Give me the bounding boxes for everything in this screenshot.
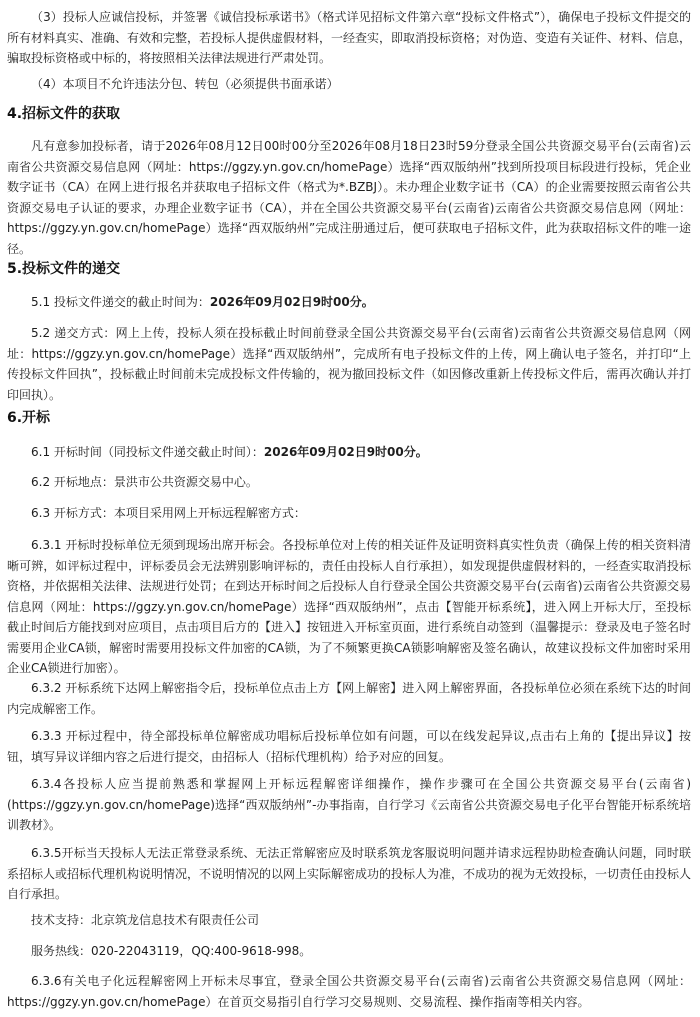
paragraph-text: 服务热线：020-22043119，QQ:400-9618-998。: [31, 944, 312, 958]
section-heading-4: 4.招标文件的获取: [7, 106, 121, 122]
section-heading-6: 6.开标: [7, 410, 51, 426]
paragraph-text: 6.3.6有关电子化远程解密网上开标未尽事宜，登录全国公共资源交易平台(云南省)云南省公共资源交易信息网（网址：https://ggzy.yn.gov.cn/homePage）在首页交易指引自行学习交易规则、交易流程、操作指南等相关内容。: [7, 974, 691, 1009]
paragraph-integrity: [7, 7, 691, 69]
paragraph-deadline: [7, 292, 691, 313]
paragraph-text: 6.3.2 开标系统下达网上解密指令后，投标单位点击上方【网上解密】进入网上解密界面，各投标单位必须在系统下达的时间内完成解密工作。: [7, 681, 691, 716]
paragraph-text: 技术支持：北京筑龙信息技术有限责任公司: [31, 913, 260, 927]
paragraph-6-3-4: [7, 774, 691, 836]
paragraph-text: 6.3 开标方式：本项目采用网上开标远程解密方式：: [31, 506, 306, 520]
paragraph-6-3-1: [7, 535, 691, 679]
deadline-label: 5.1 投标文件递交的截止时间为：: [31, 295, 210, 309]
paragraph-text: 6.2 开标地点：景洪市公共资源交易中心。: [31, 475, 258, 489]
paragraph-6-3-5: [7, 843, 691, 905]
paragraph-text: （3）投标人应诚信投标，并签署《诚信投标承诺书》（格式详见招标文件第六章“投标文件格式”），确保电子投标文件提交的所有材料真实、准确、有效和完整，若投标人提供虚假材料，一经查实，即取消投标资格；对伪造、变造有关证件、材料、信息，骗取投标资格或中标的，将按照相关法律法规进行严肃处罚。: [7, 10, 692, 65]
paragraph-tech-support: [7, 910, 691, 931]
paragraph-text: 6.3.5开标当天投标人无法正常登录系统、无法正常解密应及时联系筑龙客服说明问题并请求远程协助检查确认问题，同时联系招标人或招标代理机构说明情况，不说明情况的以网上实际解密成功的投标人为准，不成功的视为无效投标，一切责任由投标人自行承担。: [7, 846, 692, 901]
opening-time-value: 2026年09月02日9时00分。: [263, 445, 428, 459]
opening-time-label: 6.1 开标时间（同投标文件递交截止时间）：: [31, 445, 264, 459]
paragraph-6-3-3: [7, 726, 691, 767]
paragraph-text: 6.3.1 开标时投标单位无须到现场出席开标会。各投标单位对上传的相关证件及证明资料真实性负责（确保上传的相关资料清晰可辨，如评标过程中，评标委员会无法辨别影响评标的，责任由投标人自行承担），如发现提供虚假材料的，一经查实取消投标资格，并依据相关法律、法规进行处罚；在到达开标时间之后投标人自行登录全国公共资源交易平台(云南省)云南省公共资源交易信息网（网址：https://ggzy.yn.gov.cn/homePage）选择“西双版纳州”，点击【智能开标系统】，进入网上开标大厅，至投标截止时间后方能找到对应项目，点击项目后方的【进入】按钮进入开标室页面，进行系统自动签到（温馨提示：登录及电子签名时需要用企业CA锁，解密时需要用投标文件加密的CA锁，为了不频繁更换CA锁影响解密及签名确认，故建议投标文件加密时采用企业CA锁进行加密）。: [7, 538, 692, 675]
paragraph-text: 6.3.3 开标过程中，待全部投标单位解密成功唱标后投标单位如有问题，可以在线发起异议,点击右上角的【提出异议】按钮，填写异议详细内容之后进行提交，由招标人（招标代理机构）给予对应的回复。: [7, 729, 691, 764]
paragraph-6-3-6: [7, 971, 691, 1012]
paragraph-6-3-2: [7, 678, 691, 719]
paragraph-text: 凡有意参加投标者，请于2026年08月12日00时00分至2026年08月18日23时59分登录全国公共资源交易平台(云南省)云南省公共资源交易信息网（网址：https://ggzy.yn.gov.cn/homePage）选择“西双版纳州”找到所投项目标段进行投标，凭企业数字证书（CA）在网上进行报名并获取电子招标文件（格式为*.BZBJ）。未办理企业数字证书（CA）的企业需要按照云南省公共资源交易电子认证的要求，办理企业数字证书（CA），并在全国公共资源交易平台(云南省)云南省公共资源交易信息网（网址：https://ggzy.yn.gov.cn/homePage）选择“西双版纳州”完成注册通过后，便可获取电子招标文件，此为获取招标文件的唯一途径。: [7, 139, 691, 256]
deadline-value: 2026年09月02日9时00分。: [209, 295, 374, 309]
paragraph-hotline: [7, 941, 691, 962]
paragraph-text: （4）本项目不允许违法分包、转包（必须提供书面承诺）: [31, 77, 339, 91]
paragraph-submission-method: [7, 323, 691, 405]
paragraph-text: 6.3.4各投标人应当提前熟悉和掌握网上开标远程解密详细操作，操作步骤可在全国公共资源交易平台(云南省)(https://ggzy.yn.gov.cn/homePage)选择“西双版纳州”-办事指南，自行学习《云南省公共资源交易电子化平台智能开标系统培训教材》。: [7, 777, 691, 832]
paragraph-text: 5.2 递交方式：网上上传，投标人须在投标截止时间前登录全国公共资源交易平台(云南省)云南省公共资源交易信息网（网址：https://ggzy.yn.gov.cn/homePage）选择“西双版纳州”，完成所有电子投标文件的上传，网上确认电子签名，并打印“上传投标文件回执”，投标截止时间前未完成投标文件传输的，视为撤回投标文件（如因修改重新上传投标文件后，需再次确认并打印回执）。: [7, 326, 691, 402]
paragraph-opening-time: [7, 442, 691, 463]
paragraph-no-subcontract: [7, 74, 691, 95]
paragraph-opening-method: [7, 503, 691, 524]
paragraph-opening-place: [7, 472, 691, 493]
paragraph-obtain-docs: [7, 136, 691, 259]
section-heading-5: 5.投标文件的递交: [7, 261, 121, 277]
